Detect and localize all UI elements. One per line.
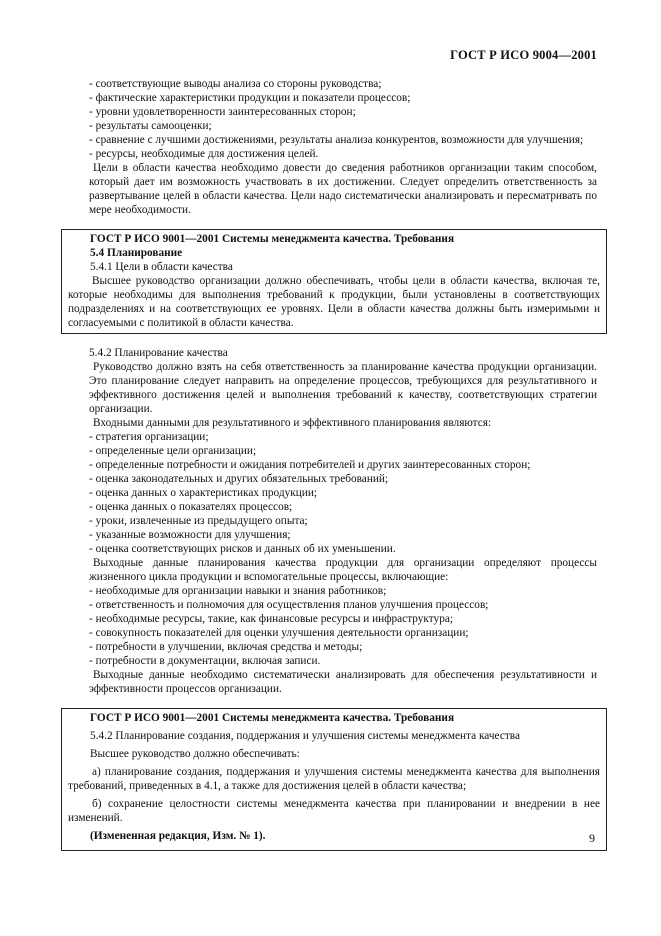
list-item: - уроки, извлеченные из предыдущего опыта; <box>89 515 308 527</box>
page-body <box>68 77 600 851</box>
list-item: - стратегия организации; <box>89 431 209 443</box>
list-item: - оценка законодательных и других обязательных требований; <box>89 473 389 485</box>
list-item: - потребности в документации, включая записи. <box>89 655 321 667</box>
list-item: - фактические характеристики продукции и показатели процессов; <box>89 92 411 104</box>
outputs-review: Выходные данные необходимо систематически анализировать для обеспечения результативности и эффективности процессов организации. <box>89 669 597 695</box>
box-title: ГОСТ Р ИСО 9001—2001 Системы менеджмента качества. Требования <box>90 712 455 724</box>
list-item: - потребности в улучшении, включая средства и методы; <box>89 641 363 653</box>
page-number: 9 <box>589 831 595 845</box>
list-item: - ответственность и полномочия для осуществления планов улучшения процессов; <box>89 599 489 611</box>
planning-intro: Руководство должно взять на себя ответственность за планирование качества продукции организации. Это планирование следует направить на определение процессов, требующихся для результативного и эффективного достижения целей и выполнения требований к качеству, соответствующих стратегии организации. <box>89 361 597 415</box>
page-header: ГОСТ Р ИСО 9004—2001 <box>450 48 597 62</box>
standard-quote-box-planning <box>61 708 607 851</box>
list-item: - результаты самооценки; <box>89 120 212 132</box>
list-item: - необходимые ресурсы, такие, как финансовые ресурсы и инфраструктура; <box>89 613 453 625</box>
list-item: - совокупность показателей для оценки улучшения деятельности организации; <box>89 627 469 639</box>
list-item: - оценка данных о показателях процессов; <box>89 501 293 513</box>
box-item-b: б) сохранение целостности системы менеджмента качества при планировании и внедрении в нее изменений. <box>68 798 600 824</box>
list-item: - уровни удовлетворенности заинтересованных сторон; <box>89 106 356 118</box>
box-subsection: 5.4.2 Планирование создания, поддержания и улучшения системы менеджмента качества <box>90 730 520 742</box>
list-item: - указанные возможности для улучшения; <box>89 529 291 541</box>
box-title: ГОСТ Р ИСО 9001—2001 Системы менеджмента качества. Требования <box>90 233 455 245</box>
box-subsection: 5.4.1 Цели в области качества <box>90 261 233 273</box>
outputs-lead: Выходные данные планирования качества продукции для организации определяют процессы жизненного цикла продукции и вспомогательные процессы, включающие: <box>89 557 597 583</box>
box-item-a: а) планирование создания, поддержания и улучшения системы менеджмента качества для выполнения требований, приведенных в 4.1, а также для достижения целей в области качества; <box>68 766 600 792</box>
list-item: - ресурсы, необходимые для достижения целей. <box>89 148 319 160</box>
list-item: - необходимые для организации навыки и знания работников; <box>89 585 387 597</box>
box-section: 5.4 Планирование <box>90 247 183 259</box>
box-lead: Высшее руководство должно обеспечивать: <box>90 748 300 760</box>
list-item: - сравнение с лучшими достижениями, результаты анализа конкурентов, возможности для улучшения; <box>89 134 584 146</box>
box-text: Высшее руководство организации должно обеспечивать, чтобы цели в области качества, включая те, которые необходимы для выполнения требований к продукции, были установлены в соответствующих подразделениях и на соответствующих ее уровнях. Цели в области качества должны быть измеримыми и согласуемыми с политикой в области качества. <box>68 275 600 329</box>
inputs-lead: Входными данными для результативного и эффективного планирования являются: <box>93 417 492 429</box>
list-item: - оценка данных о характеристиках продукции; <box>89 487 318 499</box>
list-item: - оценка соответствующих рисков и данных об их уменьшении. <box>89 543 396 555</box>
standard-quote-box-goals <box>61 229 607 334</box>
planning-heading: 5.4.2 Планирование качества <box>89 347 228 359</box>
amendment-note: (Измененная редакция, Изм. № 1). <box>90 830 266 842</box>
goals-paragraph: Цели в области качества необходимо довести до сведения работников организации таким способом, который дает им возможность участвовать в их достижении. Следует определить ответственность за развертывание целей в области качества. Цели надо систематически анализировать и пересматривать по мере необходимости. <box>89 162 597 216</box>
list-item: - соответствующие выводы анализа со стороны руководства; <box>89 78 382 90</box>
list-item: - определенные цели организации; <box>89 445 257 457</box>
list-item: - определенные потребности и ожидания потребителей и других заинтересованных сторон; <box>89 459 531 471</box>
